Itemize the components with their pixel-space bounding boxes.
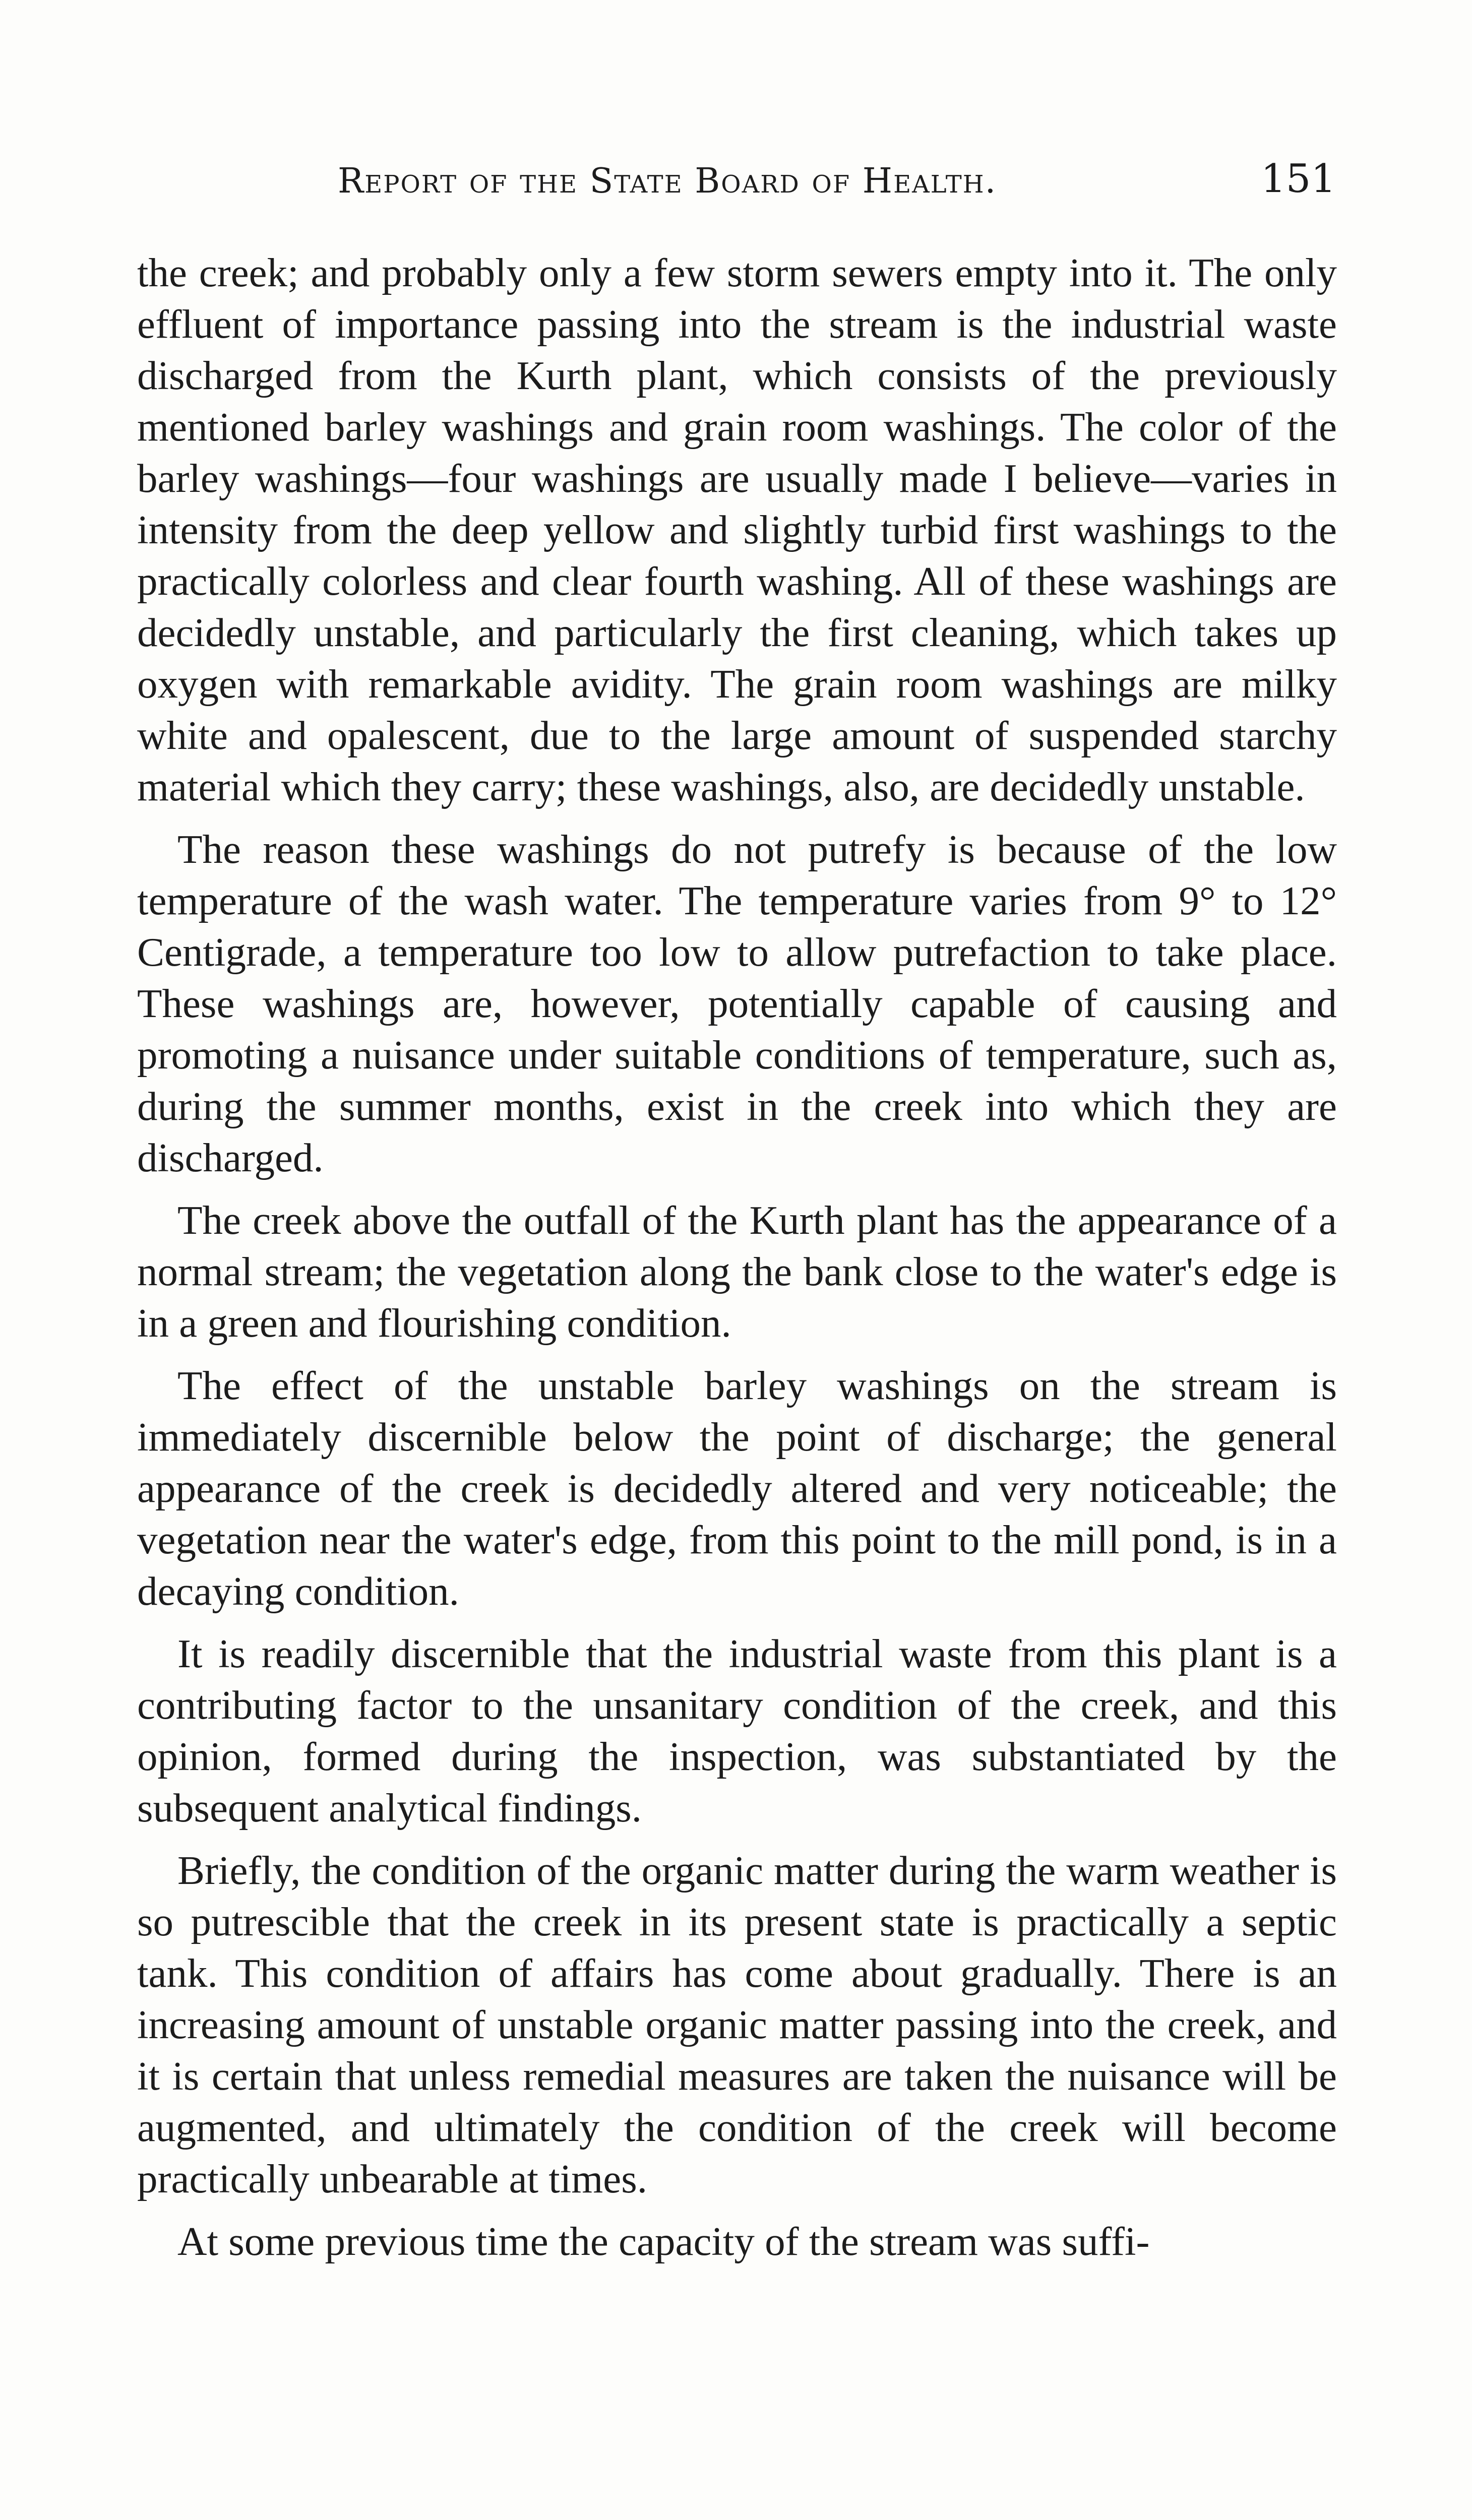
paragraph-6: Briefly, the condition of the organic matter during the warm weather is so putrescible that the creek in its present state is practically a septic tank. This condition of affairs has come about gradually. There is an increasing amount of unstable organic matter passing into the creek, and it is certain that unless remedial measures are taken the nuisance will be augmented, and ultimately the condition of the creek will become practically unbearable at times.: [137, 1848, 1337, 2201]
paragraph-7: At some previous time the capacity of the stream was suffi-: [177, 2219, 1150, 2264]
body-text: [137, 247, 1337, 2267]
paragraph-3: The creek above the outfall of the Kurth plant has the appearance of a normal stream; the vegetation along the bank close to the water's edge is in a green and flourishing condition.: [137, 1198, 1337, 1346]
page-number: 151: [1261, 156, 1336, 202]
paragraph-2: The reason these washings do not putrefy is because of the low temperature of the wash water. The temperature varies from 9° to 12° Centigrade, a temperature too low to allow putrefaction to take place. These washings are, however, potentially capable of causing and promoting a nuisance under suitable conditions of temperature, such as, during the summer months, exist in the creek into which they are discharged.: [137, 827, 1337, 1180]
paragraph-5: It is readily discernible that the industrial waste from this plant is a contributing factor to the unsanitary condition of the creek, and this opinion, formed during the inspection, was substantiated by the subsequent analytical findings.: [137, 1631, 1337, 1831]
running-title: Report of the State Board of Health.: [338, 161, 997, 201]
paragraph-4: The effect of the unstable barley washings on the stream is immediately discernible below the point of discharge; the general appearance of the creek is decidedly altered and very noticeable; the vegetation near the water's edge, from this point to the mill pond, is in a decaying condition.: [137, 1363, 1337, 1614]
paragraph-1: the creek; and probably only a few storm sewers empty into it. The only effluent of importance passing into the stream is the industrial waste discharged from the Kurth plant, which consists of the previously mentioned barley washings and grain room washings. The color of the barley washings—four washings are usually made I believe—varies in intensity from the deep yellow and slightly turbid first washings to the practically colorless and clear fourth washing. All of these washings are decidedly unstable, and particularly the first cleaning, which takes up oxygen with remarkable avidity. The grain room washings are milky white and opalescent, due to the large amount of suspended starchy material which they carry; these washings, also, are decidedly unstable.: [137, 250, 1337, 809]
page-header: [136, 156, 1336, 217]
